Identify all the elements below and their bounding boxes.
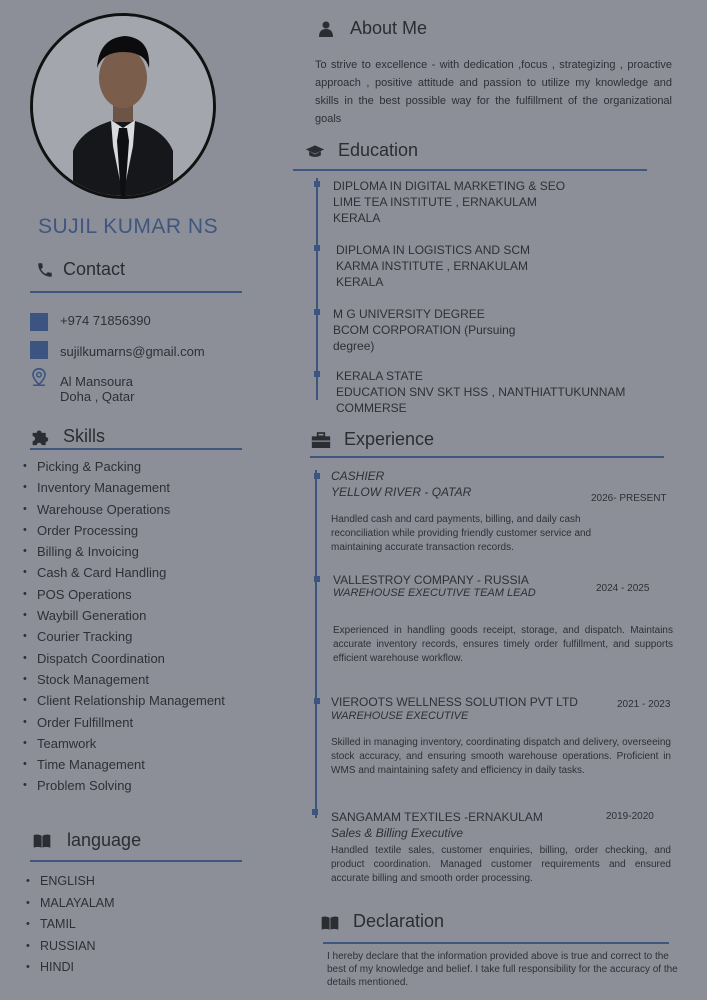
job-description: Experienced in handling goods receipt, storage, and dispatch. Maintains accurate inventory records, ensures timely order fulfillment, and supports efficient warehouse workflow. bbox=[333, 625, 673, 664]
job-description: Handled cash and card payments, billing, and daily cash reconciliation while providing friendly customer service and maintaining accurate transaction records. bbox=[331, 514, 592, 553]
skill-item: • Warehouse Operations bbox=[23, 499, 263, 520]
education-line: DIPLOMA IN DIGITAL MARKETING & SEO bbox=[333, 179, 566, 193]
language-item: • TAMIL bbox=[26, 914, 226, 936]
education-line: degree) bbox=[333, 339, 375, 353]
contact-divider bbox=[30, 291, 242, 293]
address-line-2: Doha , Qatar bbox=[60, 389, 135, 404]
address-line-1: Al Mansoura bbox=[60, 374, 133, 389]
skill-item: • Dispatch Coordination bbox=[23, 648, 263, 669]
education-timeline bbox=[316, 178, 318, 400]
education-line: KERALA STATE bbox=[336, 369, 423, 383]
contact-title: Contact bbox=[63, 259, 126, 279]
job-company: SANGAMAM TEXTILES -ERNAKULAM bbox=[331, 810, 543, 824]
profile-photo bbox=[30, 13, 216, 199]
skills-title: Skills bbox=[63, 426, 106, 446]
declaration-divider bbox=[323, 942, 669, 944]
person-photo bbox=[33, 16, 213, 196]
skill-item: • Cash & Card Handling bbox=[23, 562, 263, 583]
language-item: • MALAYALAM bbox=[26, 893, 226, 915]
candidate-name: SUJIL KUMAR NS bbox=[38, 215, 219, 238]
education-icon-wrap bbox=[305, 144, 325, 165]
skill-item: • Order Processing bbox=[23, 520, 263, 541]
skill-item: • Teamwork bbox=[23, 733, 263, 754]
book-icon bbox=[320, 914, 340, 932]
skill-item: • Client Relationship Management bbox=[23, 690, 263, 711]
education-line: KARMA INSTITUTE , ERNAKULAM bbox=[336, 259, 529, 273]
job-role: WAREHOUSE EXECUTIVE TEAM LEAD bbox=[333, 587, 536, 599]
skill-item: • Waybill Generation bbox=[23, 605, 263, 626]
timeline-bullet bbox=[314, 309, 320, 315]
job-date: 2019-2020 bbox=[606, 811, 654, 822]
education-line: KERALA bbox=[336, 275, 384, 289]
job-company: VIEROOTS WELLNESS SOLUTION PVT LTD bbox=[331, 695, 578, 709]
language-item: • ENGLISH bbox=[26, 871, 226, 893]
location-icon-wrap bbox=[30, 367, 48, 392]
experience-icon-wrap bbox=[311, 432, 331, 454]
declaration-title: Declaration bbox=[353, 911, 445, 931]
job-date: 2021 - 2023 bbox=[617, 699, 671, 710]
education-item bbox=[336, 368, 625, 416]
education-title: Education bbox=[338, 140, 419, 160]
job-company: VALLESTROY COMPANY - RUSSIA bbox=[333, 573, 529, 587]
education-item bbox=[336, 242, 530, 290]
skill-item: • Picking & Packing bbox=[23, 456, 263, 477]
skill-item: • Problem Solving bbox=[23, 775, 263, 796]
language-item: • RUSSIAN bbox=[26, 936, 226, 958]
puzzle-icon bbox=[30, 428, 50, 446]
phone-square-icon bbox=[30, 313, 48, 331]
language-item: • HINDI bbox=[26, 957, 226, 979]
job-date: 2026- PRESENT bbox=[591, 493, 667, 504]
language-title: language bbox=[67, 830, 142, 850]
phone-number[interactable]: +974 71856390 bbox=[60, 313, 151, 328]
timeline-bullet bbox=[312, 809, 318, 815]
job-description: Handled textile sales, customer enquiries, billing, order checking, and product coordination. Managed customer requirements and ensured accurate billing and smooth order processing. bbox=[331, 845, 671, 884]
job-date: 2024 - 2025 bbox=[596, 583, 650, 594]
email-square-icon bbox=[30, 341, 48, 359]
experience-timeline bbox=[315, 470, 317, 818]
job-role: CASHIER bbox=[331, 469, 385, 483]
about-icon-wrap bbox=[319, 21, 333, 42]
email-address[interactable]: sujilkumarns@gmail.com bbox=[60, 344, 205, 359]
skills-divider bbox=[30, 448, 242, 450]
education-line: KERALA bbox=[333, 211, 381, 225]
experience-divider bbox=[310, 456, 664, 458]
language-list bbox=[26, 871, 226, 979]
education-line: DIPLOMA IN LOGISTICS AND SCM bbox=[336, 243, 531, 257]
skill-item: • Time Management bbox=[23, 754, 263, 775]
about-text: To strive to excellence - with dedication ,focus , strategizing , proactive approach , positive attitude and passion to utilize my knowledge and skills in the best possible way for the fulfillment of the organizational goals bbox=[315, 59, 672, 125]
timeline-bullet bbox=[314, 698, 320, 704]
education-divider bbox=[293, 169, 647, 171]
timeline-bullet bbox=[314, 473, 320, 479]
job-company: YELLOW RIVER - QATAR bbox=[331, 485, 472, 499]
location-pin-icon bbox=[30, 367, 48, 387]
declaration-icon-wrap bbox=[320, 914, 340, 937]
job-role: WAREHOUSE EXECUTIVE bbox=[331, 710, 469, 722]
education-item bbox=[333, 178, 565, 226]
timeline-bullet bbox=[314, 371, 320, 377]
language-icon-wrap bbox=[32, 832, 52, 855]
experience-title: Experience bbox=[344, 429, 435, 449]
declaration-text: I hereby declare that the information provided above is true and correct to the best of my knowledge and belief. I take full responsibility for the accuracy of the details mentioned. bbox=[327, 951, 678, 988]
education-line: M G UNIVERSITY DEGREE bbox=[333, 307, 485, 321]
education-line: EDUCATION SNV SKT HSS , NANTHIATTUKUNNAM bbox=[336, 385, 626, 399]
skill-item: • POS Operations bbox=[23, 584, 263, 605]
skill-item: • Stock Management bbox=[23, 669, 263, 690]
job-description: Skilled in managing inventory, coordinating dispatch and delivery, overseeing stock accuracy, and ensuring smooth warehouse operations. Proficient in WMS and maintaining safety and efficiency in daily tasks. bbox=[331, 737, 671, 776]
graduation-cap-icon bbox=[305, 144, 325, 160]
job-role: Sales & Billing Executive bbox=[331, 826, 464, 840]
timeline-bullet bbox=[314, 181, 320, 187]
education-item bbox=[333, 306, 515, 354]
education-line: LIME TEA INSTITUTE , ERNAKULAM bbox=[333, 195, 537, 209]
book-icon bbox=[32, 832, 52, 850]
about-title: About Me bbox=[350, 18, 428, 38]
briefcase-icon bbox=[311, 432, 331, 449]
phone-section-icon bbox=[36, 261, 54, 284]
skill-item: • Courier Tracking bbox=[23, 626, 263, 647]
phone-icon bbox=[36, 261, 54, 279]
user-icon bbox=[319, 21, 333, 37]
skill-item: • Billing & Invoicing bbox=[23, 541, 263, 562]
skill-item: • Order Fulfillment bbox=[23, 712, 263, 733]
education-line: COMMERSE bbox=[336, 401, 407, 415]
skill-item: • Inventory Management bbox=[23, 477, 263, 498]
timeline-bullet bbox=[314, 576, 320, 582]
education-line: BCOM CORPORATION (Pursuing bbox=[333, 323, 516, 337]
language-divider bbox=[30, 860, 242, 862]
skills-list bbox=[23, 456, 263, 797]
timeline-bullet bbox=[314, 245, 320, 251]
